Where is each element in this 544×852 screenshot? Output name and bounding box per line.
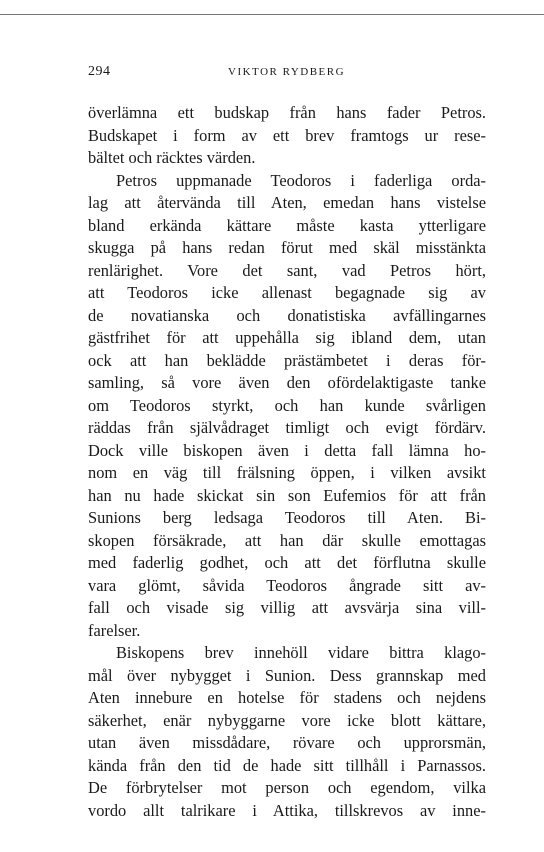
text-line: utan även missdådare, rövare och upprorsmän, bbox=[88, 733, 486, 752]
text-line: gästfrihet för att uppehålla sig ibland dem, utan bbox=[88, 328, 486, 347]
text-line: med faderlig godhet, och att det förflutna skulle bbox=[88, 553, 486, 572]
text-line: skopen försäkrade, att han där skulle emottagas bbox=[88, 530, 486, 550]
text-line: han nu hade skickat sin son Eufemios för att från bbox=[88, 485, 486, 505]
text-line: kända från den tid de hade sitt tillhåll i Parnassos. bbox=[88, 755, 486, 775]
running-head: VIKTOR RYDBERG bbox=[228, 66, 346, 78]
text-line: farelser. bbox=[88, 620, 141, 640]
text-line: om Teodoros styrkt, och han kunde svårligen bbox=[88, 395, 486, 415]
text-line: skugga på hans redan förut med skäl misstänkta bbox=[88, 238, 486, 257]
text-line: Sunions berg ledsaga Teodoros till Aten. Bi- bbox=[88, 508, 486, 527]
text-line: bland erkända kättare måste kasta ytterligare bbox=[88, 215, 486, 235]
text-line: Biskopens brev innehöll vidare bittra klago- bbox=[116, 643, 486, 662]
text-line: fall och visade sig villig att avsvärja sina vill- bbox=[88, 598, 486, 617]
text-line: lag att återvända till Aten, emedan hans vistelse bbox=[88, 193, 486, 212]
text-line: säkerhet, enär nybyggarne vore icke blott kättare, bbox=[88, 710, 486, 730]
text-line: Dock ville biskopen även i detta fall lämna ho- bbox=[88, 440, 486, 460]
text-line: Petros uppmanade Teodoros i faderliga orda- bbox=[116, 170, 486, 190]
text-line: renlärighet. Vore det sant, vad Petros hört, bbox=[88, 260, 486, 280]
page-number: 294 bbox=[88, 64, 111, 79]
text-line: Budskapet i form av ett brev framtogs ur rese- bbox=[88, 125, 486, 145]
text-line: ock att han beklädde prästämbetet i deras för- bbox=[88, 350, 486, 370]
text-line: bältet och räcktes värden. bbox=[88, 148, 256, 167]
text-line: vordo allt talrikare i Attika, tillskrevos av inne- bbox=[88, 800, 486, 820]
text-line: räddas från självådraget timligt och evigt fördärv. bbox=[88, 418, 486, 437]
body-text bbox=[88, 102, 486, 822]
text-line: nom en väg till frälsning öppen, i vilken avsikt bbox=[88, 463, 486, 482]
page-header bbox=[88, 64, 488, 84]
text-line: vara glömt, såvida Teodoros ångrade sitt av- bbox=[88, 575, 486, 595]
text-line: överlämna ett budskap från hans fader Petros. bbox=[88, 103, 486, 122]
text-line: De förbrytelser mot person och egendom, vilka bbox=[88, 778, 486, 797]
text-line: samling, så vore även den ofördelaktigaste tanke bbox=[88, 373, 486, 392]
text-line: de novatianska och donatistiska avfällingarnes bbox=[88, 305, 486, 325]
text-line: Aten innebure en hotelse för stadens och nejdens bbox=[88, 688, 486, 707]
text-line: att Teodoros icke allenast begagnade sig av bbox=[88, 283, 486, 302]
text-line: mål över nybygget i Sunion. Dess grannskap med bbox=[88, 665, 486, 685]
top-rule bbox=[0, 14, 544, 15]
